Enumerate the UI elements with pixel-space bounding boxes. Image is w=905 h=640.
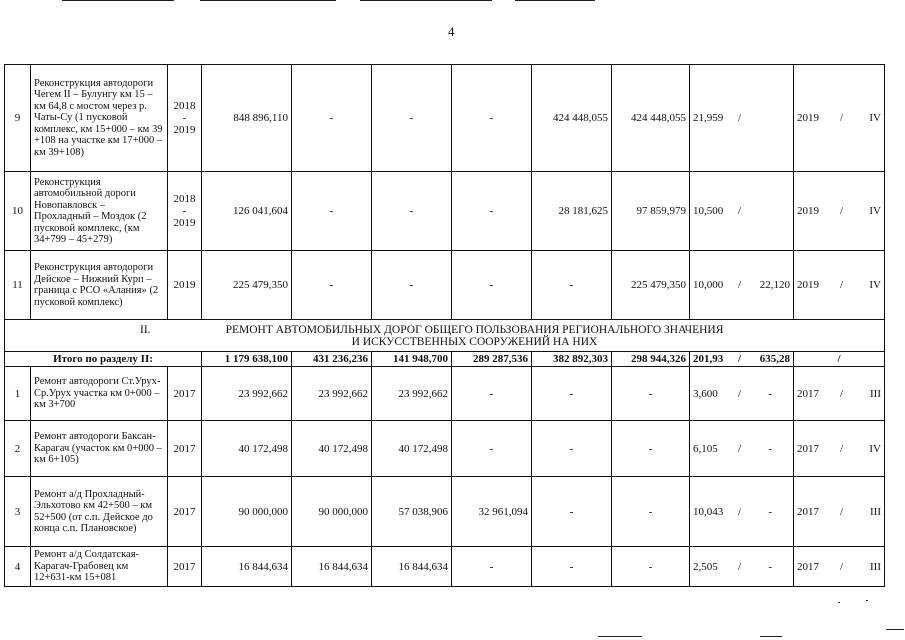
length-cell [690,421,794,477]
section-roman-numeral: II. [140,323,151,336]
value-col-2: - [372,251,452,320]
scan-line-top-3 [360,0,492,1]
length-cell [690,477,794,547]
total-cost: 23 992,662 [202,367,292,421]
value-col-4: 382 892,303 [532,352,612,367]
period-cell [794,65,885,172]
object-name: Реконструкция автодороги Дейское – Нижний Курп – граница с РСО «Алания» (2 пусковой комплекс) [31,251,168,320]
value-col-5: 424 448,055 [612,65,690,172]
value-col-3: - [452,251,532,320]
value-col-4: - [532,251,612,320]
value-col-1: 40 172,498 [292,421,372,477]
year-cell: 2017 [168,367,202,421]
length-a: 6,105 [693,442,718,455]
length-separator: / [738,205,742,217]
table-row [5,367,885,421]
value-col-5: - [612,477,690,547]
length-b: 22,120 [759,279,790,291]
period-separator: / [840,442,844,455]
row-number: 9 [5,65,31,172]
total-cost: 126 041,604 [202,172,292,251]
length-b: - [768,505,772,518]
section-header-row [5,320,885,352]
year-end: 2019 [173,217,196,229]
length-separator: / [738,560,742,573]
period-year: 2017 [797,560,819,573]
length-cell [690,172,794,251]
period-quarter: III [870,387,881,400]
section-title-line-2: И ИСКУССТВЕННЫХ СООРУЖЕНИЙ НА НИХ [351,335,598,348]
value-col-2: 57 038,906 [372,477,452,547]
row-number: 10 [5,172,31,251]
period-year: 2019 [797,205,819,217]
year-cell: 2017 [168,547,202,587]
length-a: 21,959 [693,112,724,124]
value-col-3: - [452,547,532,587]
length-cell [690,367,794,421]
year-cell: 2017 [168,421,202,477]
value-col-5: 298 944,326 [612,352,690,367]
length-b: - [768,442,772,455]
value-col-1: - [292,251,372,320]
year-start: 2018 [173,100,196,112]
period-year: 2017 [797,387,819,400]
period-separator: / [840,112,844,124]
length-separator: / [738,353,742,365]
scan-line-top-1 [62,0,174,1]
period-separator: / [840,560,844,573]
table-row [5,421,885,477]
period-cell [794,367,885,421]
value-col-5: 97 859,979 [612,172,690,251]
total-cost: 90 000,000 [202,477,292,547]
period-cell [794,251,885,320]
table-row [5,547,885,587]
value-col-2: 40 172,498 [372,421,452,477]
year-start: 2019 [173,279,196,291]
scan-dot-1 [838,602,840,603]
year-separator: - [182,112,187,124]
period-separator: / [840,205,844,217]
length-separator: / [738,279,742,291]
table-row [5,65,885,172]
total-cost: 1 179 638,100 [202,352,292,367]
years-cell [168,172,202,251]
period-year: 2019 [797,112,819,124]
value-col-5: - [612,367,690,421]
scan-line-bottom-1 [598,636,642,637]
value-col-1: - [292,65,372,172]
table-row [5,477,885,547]
value-col-3: - [452,367,532,421]
length-a: 3,600 [693,387,718,400]
year-start: 2018 [173,193,196,205]
length-a: 201,93 [693,353,724,365]
length-separator: / [738,112,742,124]
period-separator: / [840,279,844,291]
object-name: Ремонт автодороги Ст.Урух-Ср.Урух участка км 0+000 – км 3+700 [31,367,168,421]
section-total-row [5,352,885,367]
value-col-4: - [532,547,612,587]
value-col-3: 289 287,536 [452,352,532,367]
object-name: Реконструкция автомобильной дороги Новопавловск – Прохладный – Моздок (2 пусковой комплекс, (км 34+799 – 45+279) [31,172,168,251]
period-quarter: IV [869,442,881,455]
value-col-1: 23 992,662 [292,367,372,421]
length-cell [690,547,794,587]
object-name: Ремонт автодороги Баксан-Карагач (участок км 0+000 – км 6+105) [31,421,168,477]
section-title-cell [5,320,885,352]
length-cell [690,352,794,367]
page-number: 4 [448,24,455,39]
value-col-4: - [532,367,612,421]
row-number: 3 [5,477,31,547]
years-cell [168,251,202,320]
period-year: 2017 [797,505,819,518]
length-separator: / [738,387,742,400]
row-number: 1 [5,367,31,421]
section-title-line-1: РЕМОНТ АВТОМОБИЛЬНЫХ ДОРОГ ОБЩЕГО ПОЛЬЗОВАНИЯ РЕГИОНАЛЬНОГО ЗНАЧЕНИЯ [225,323,724,336]
object-name: Ремонт а/д Прохладный-Эльхотово км 42+500 – км 52+500 (от с.п. Дейское до конца с.п. Плановское) [31,477,168,547]
value-col-1: 16 844,634 [292,547,372,587]
total-cost: 40 172,498 [202,421,292,477]
value-col-3: - [452,421,532,477]
length-a: 10,000 [693,279,724,291]
period-cell [794,421,885,477]
total-label: Итого по разделу II: [5,352,202,367]
length-a: 10,500 [693,205,724,217]
period-separator: / [840,387,844,400]
table-row [5,172,885,251]
period-quarter: IV [869,112,881,124]
length-cell [690,251,794,320]
table-row [5,251,885,320]
row-number: 4 [5,547,31,587]
scan-line-bottom-2 [760,636,782,637]
value-col-2: 16 844,634 [372,547,452,587]
total-cost: 848 896,110 [202,65,292,172]
value-col-5: 225 479,350 [612,251,690,320]
length-cell [690,65,794,172]
period-quarter: IV [869,205,881,217]
value-col-4: - [532,421,612,477]
year-separator: - [182,205,187,217]
years-cell [168,65,202,172]
row-number: 11 [5,251,31,320]
value-col-4: 424 448,055 [532,65,612,172]
scan-line-bottom-3 [886,629,904,630]
length-a: 2,505 [693,560,718,573]
period-separator: / [840,505,844,518]
value-col-3: 32 961,094 [452,477,532,547]
value-col-4: 28 181,625 [532,172,612,251]
value-col-1: - [292,172,372,251]
value-col-5: - [612,547,690,587]
value-col-1: 431 236,236 [292,352,372,367]
value-col-2: - [372,65,452,172]
value-col-2: 23 992,662 [372,367,452,421]
length-separator: / [738,442,742,455]
period-cell [794,172,885,251]
object-name: Ремонт а/д Солдатская-Карагач-Грабовец км 12+631-км 15+081 [31,547,168,587]
year-cell: 2017 [168,477,202,547]
length-a: 10,043 [693,505,724,518]
scan-dot-2 [866,600,868,601]
period-cell [794,477,885,547]
value-col-5: - [612,421,690,477]
period-year: 2017 [797,442,819,455]
value-col-1: 90 000,000 [292,477,372,547]
total-cost: 16 844,634 [202,547,292,587]
period-quarter: III [870,560,881,573]
scan-line-top-2 [200,0,336,1]
length-separator: / [738,505,742,518]
period-cell: / [794,352,885,367]
value-col-3: - [452,172,532,251]
road-works-table [4,64,885,587]
scan-line-top-4 [515,0,595,1]
object-name: Реконструкция автодороги Чегем II – Булунгу км 15 – км 64,8 с мостом через р. Чаты-Су (1 пусковой комплекс, км 15+000 – км 39 +108 на участке км 17+000 – км 39+108) [31,65,168,172]
year-end: 2019 [173,124,196,136]
period-year: 2019 [797,279,819,291]
value-col-2: 141 948,700 [372,352,452,367]
length-b: - [768,387,772,400]
length-b: 635,28 [759,353,790,365]
period-quarter: IV [869,279,881,291]
row-number: 2 [5,421,31,477]
period-cell [794,547,885,587]
value-col-3: - [452,65,532,172]
value-col-4: - [532,477,612,547]
value-col-2: - [372,172,452,251]
total-cost: 225 479,350 [202,251,292,320]
period-quarter: III [870,505,881,518]
length-b: - [768,560,772,573]
